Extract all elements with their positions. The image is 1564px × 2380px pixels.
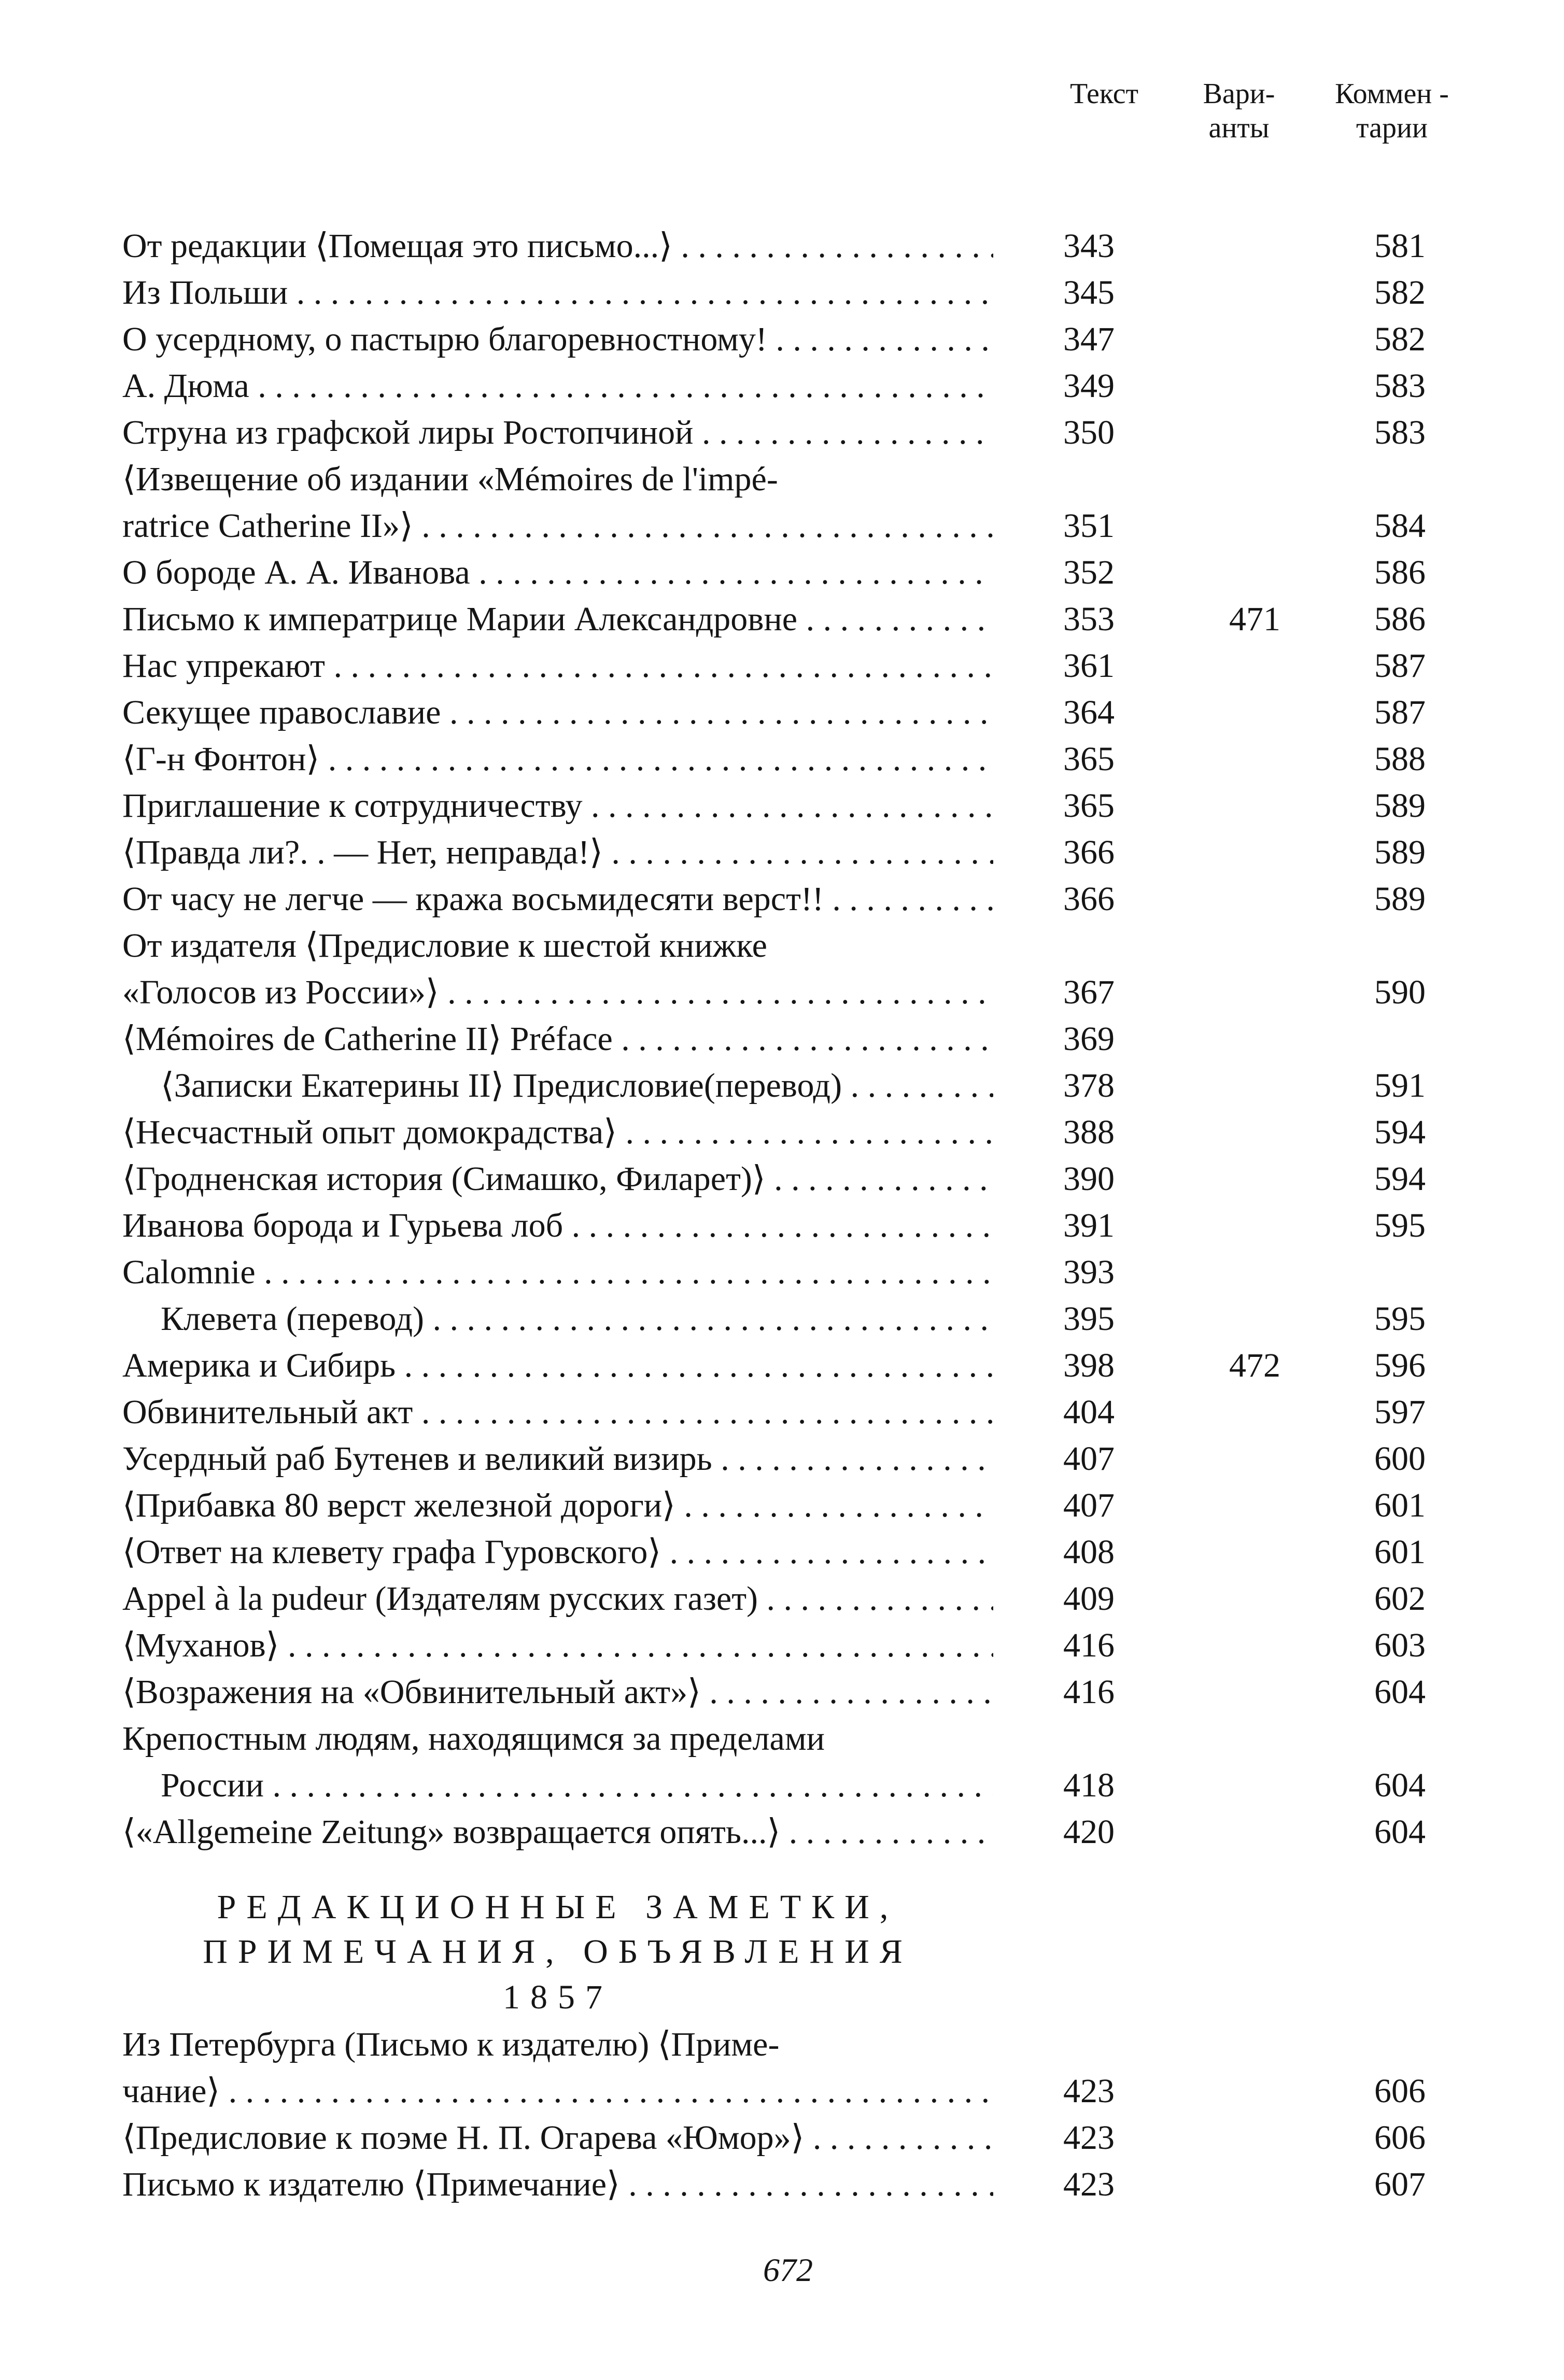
toc-entry bbox=[0, 1809, 1564, 1855]
toc-entry-comments-page: 596 bbox=[1374, 1347, 1426, 1384]
toc-entry bbox=[0, 1296, 1564, 1342]
toc-entry bbox=[0, 969, 1564, 1016]
column-header-variants-label: Вари- анты bbox=[1203, 78, 1275, 144]
toc-entry-title: Appel à la pudeur (Издателям русских газет) . . . bbox=[122, 1576, 993, 1622]
toc-entry bbox=[0, 923, 1564, 969]
toc-entry-text-page: 416 bbox=[1063, 1626, 1115, 1664]
toc-entry-text-page: 353 bbox=[1063, 600, 1115, 638]
toc-entry-text-page: 366 bbox=[1063, 833, 1115, 871]
toc-entry-text-page: 365 bbox=[1063, 787, 1115, 825]
toc-entry-title: ⟨Прибавка 80 верст железной дороги⟩ . . . bbox=[122, 1482, 993, 1529]
toc-entry bbox=[0, 316, 1564, 363]
toc-entry-comments-page: 594 bbox=[1374, 1113, 1426, 1151]
column-header-text bbox=[1042, 77, 1166, 111]
toc-entry-title: Приглашение к сотрудничеству . . . bbox=[122, 783, 993, 829]
toc-entry bbox=[0, 1436, 1564, 1482]
toc-entry bbox=[0, 1109, 1564, 1156]
column-header-text-label: Текст bbox=[1069, 78, 1139, 110]
toc-entry-text-page: 423 bbox=[1063, 2119, 1115, 2157]
toc-entry-text-page: 343 bbox=[1063, 227, 1115, 265]
toc-entry bbox=[0, 736, 1564, 783]
toc-entry-title: О усердному, о пастырю благоревностному! . . . bbox=[122, 316, 993, 363]
toc-entry-text-page: 395 bbox=[1063, 1300, 1115, 1338]
toc-entry bbox=[0, 783, 1564, 829]
toc-entry-title: От издателя ⟨Предисловие к шестой книжке bbox=[122, 927, 767, 965]
toc-entry-comments-page: 583 bbox=[1374, 414, 1426, 451]
toc-entry bbox=[0, 876, 1564, 923]
page-number: 672 bbox=[763, 2251, 813, 2288]
toc-entry bbox=[0, 643, 1564, 689]
toc-entry bbox=[0, 596, 1564, 643]
toc-entry bbox=[0, 1062, 1564, 1109]
toc-entry-comments-page: 586 bbox=[1374, 600, 1426, 638]
toc-entry-text-page: 361 bbox=[1063, 647, 1115, 685]
toc-entry-title: Из Польши . . . bbox=[122, 270, 993, 316]
toc-entry-title: Calomnie . . . bbox=[122, 1249, 993, 1296]
toc-entry bbox=[0, 1716, 1564, 1762]
toc-entry-text-page: 388 bbox=[1063, 1113, 1115, 1151]
toc-entry-title: Обвинительный акт . . . bbox=[122, 1389, 993, 1436]
toc-entry-text-page: 378 bbox=[1063, 1067, 1115, 1104]
toc-entry-text-page: 366 bbox=[1063, 880, 1115, 918]
toc-entry-text-page: 420 bbox=[1063, 1813, 1115, 1851]
toc-entry bbox=[0, 1529, 1564, 1576]
toc-entry-comments-page: 582 bbox=[1374, 320, 1426, 358]
toc-entry bbox=[0, 456, 1564, 503]
toc-entry-title: России . . . bbox=[161, 1762, 993, 1809]
toc-entry bbox=[0, 1669, 1564, 1716]
toc-entry-comments-page: 589 bbox=[1374, 787, 1426, 825]
toc-entry-text-page: 418 bbox=[1063, 1766, 1115, 1804]
toc-entry-comments-page: 606 bbox=[1374, 2072, 1426, 2110]
toc-entry-title: Клевета (перевод) . . . bbox=[161, 1296, 993, 1342]
toc-entry-text-page: 407 bbox=[1063, 1440, 1115, 1478]
toc-entry bbox=[0, 363, 1564, 409]
toc-entry-comments-page: 601 bbox=[1374, 1486, 1426, 1524]
toc-entry bbox=[0, 1016, 1564, 1062]
toc-entry-title: Письмо к императрице Марии Александровне . . . bbox=[122, 596, 993, 643]
toc-entry-title: Усердный раб Бутенев и великий визирь . . . bbox=[122, 1436, 993, 1482]
toc-entry-text-page: 391 bbox=[1063, 1207, 1115, 1244]
toc-entry-comments-page: 587 bbox=[1374, 693, 1426, 731]
toc-entry-title: ⟨Записки Екатерины II⟩ Предисловие(перевод) . . . bbox=[161, 1062, 993, 1109]
toc-entry bbox=[0, 1576, 1564, 1622]
toc-entry-title: А. Дюма . . . bbox=[122, 363, 993, 409]
toc-entry-comments-page: 607 bbox=[1374, 2165, 1426, 2203]
toc-entry-text-page: 369 bbox=[1063, 1020, 1115, 1058]
toc-entry-text-page: 351 bbox=[1063, 507, 1115, 545]
toc-entry bbox=[0, 2115, 1564, 2161]
toc-entry-text-page: 347 bbox=[1063, 320, 1115, 358]
toc-entry-text-page: 390 bbox=[1063, 1160, 1115, 1198]
toc-entry bbox=[0, 2021, 1564, 2068]
toc-entry bbox=[0, 1482, 1564, 1529]
column-header-comments bbox=[1306, 77, 1477, 145]
toc-entry-text-page: 423 bbox=[1063, 2072, 1115, 2110]
toc-entry-title: Нас упрекают . . . bbox=[122, 643, 993, 689]
toc-entry bbox=[0, 829, 1564, 876]
toc-entry-title: От редакции ⟨Помещая это письмо...⟩ . . . bbox=[122, 223, 993, 270]
toc-entry-title: Секущее православие . . . bbox=[122, 689, 993, 736]
toc-entry-title: ⟨Mémoires de Catherine II⟩ Préface . . . bbox=[122, 1016, 993, 1062]
toc-entry-title: ⟨Возражения на «Обвинительный акт»⟩ . . . bbox=[122, 1669, 993, 1716]
column-header-variants bbox=[1182, 77, 1296, 145]
toc-entry-comments-page: 583 bbox=[1374, 367, 1426, 405]
toc-entry-comments-page: 586 bbox=[1374, 554, 1426, 591]
toc-entry-comments-page: 606 bbox=[1374, 2119, 1426, 2157]
toc-entry bbox=[0, 1342, 1564, 1389]
toc-entry-variants-page: 472 bbox=[1229, 1347, 1280, 1384]
toc-entry-comments-page: 589 bbox=[1374, 880, 1426, 918]
toc-entry-comments-page: 603 bbox=[1374, 1626, 1426, 1664]
toc-entry-title: ⟨«Allgemeine Zeitung» возвращается опять...⟩ . . . bbox=[122, 1809, 993, 1855]
toc-entry-title: О бороде А. А. Иванова . . . bbox=[122, 549, 993, 596]
toc-entry-comments-page: 590 bbox=[1374, 973, 1426, 1011]
toc-entry-comments-page: 588 bbox=[1374, 740, 1426, 778]
toc-entry-comments-page: 595 bbox=[1374, 1207, 1426, 1244]
toc-entry bbox=[0, 1762, 1564, 1809]
toc-entry-text-page: 350 bbox=[1063, 414, 1115, 451]
toc-entry-title: Письмо к издателю ⟨Примечание⟩ . . . bbox=[122, 2161, 993, 2208]
toc-entry-comments-page: 595 bbox=[1374, 1300, 1426, 1338]
toc-entry bbox=[0, 1622, 1564, 1669]
toc-entry-title: ⟨Предисловие к поэме Н. П. Огарева «Юмор»⟩ . . . bbox=[122, 2115, 993, 2161]
toc-entry-title: ⟨Ответ на клевету графа Гуровского⟩ . . . bbox=[122, 1529, 993, 1576]
section-heading-line-2: ПРИМЕЧАНИЯ, ОБЪЯВЛЕНИЯ bbox=[203, 1933, 913, 1971]
toc-entry-title: ⟨Несчастный опыт домокрадства⟩ . . . bbox=[122, 1109, 993, 1156]
toc-entry-title: ⟨Г-н Фонтон⟩ . . . bbox=[122, 736, 993, 783]
toc-entry-comments-page: 581 bbox=[1374, 227, 1426, 265]
toc-entry bbox=[0, 549, 1564, 596]
toc-entry-title: ⟨Гродненская история (Симашко, Филарет)⟩ . . . bbox=[122, 1156, 993, 1202]
toc-entry-text-page: 365 bbox=[1063, 740, 1115, 778]
toc-entry-comments-page: 582 bbox=[1374, 274, 1426, 311]
toc-entry-comments-page: 604 bbox=[1374, 1673, 1426, 1711]
toc-entry-comments-page: 600 bbox=[1374, 1440, 1426, 1478]
toc-entry bbox=[0, 270, 1564, 316]
toc-entry-text-page: 423 bbox=[1063, 2165, 1115, 2203]
toc-entry bbox=[0, 503, 1564, 549]
toc-entry-title: От часу не легче — кража восьмидесяти верст!! . . . bbox=[122, 876, 993, 923]
toc-entry-text-page: 404 bbox=[1063, 1393, 1115, 1431]
section-heading-line-1: РЕДАКЦИОННЫЕ ЗАМЕТКИ, bbox=[217, 1888, 899, 1926]
toc-entry-text-page: 352 bbox=[1063, 554, 1115, 591]
toc-entry bbox=[0, 689, 1564, 736]
toc-entry-comments-page: 584 bbox=[1374, 507, 1426, 545]
toc-entry bbox=[0, 1249, 1564, 1296]
toc-entry-comments-page: 587 bbox=[1374, 647, 1426, 685]
toc-entry-title: ⟨Муханов⟩ . . . bbox=[122, 1622, 993, 1669]
toc-entry-comments-page: 604 bbox=[1374, 1766, 1426, 1804]
toc-entry-text-page: 408 bbox=[1063, 1533, 1115, 1571]
toc-entry-comments-page: 597 bbox=[1374, 1393, 1426, 1431]
toc-entry bbox=[0, 223, 1564, 270]
toc-entry-title: ⟨Правда ли?. . — Нет, неправда!⟩ . . . bbox=[122, 829, 993, 876]
toc-entry-text-page: 345 bbox=[1063, 274, 1115, 311]
toc-entry-text-page: 367 bbox=[1063, 973, 1115, 1011]
toc-entry-comments-page: 602 bbox=[1374, 1580, 1426, 1618]
toc-entry-text-page: 393 bbox=[1063, 1253, 1115, 1291]
toc-entry-comments-page: 591 bbox=[1374, 1067, 1426, 1104]
toc-entry-text-page: 409 bbox=[1063, 1580, 1115, 1618]
toc-entry-title: Америка и Сибирь . . . bbox=[122, 1342, 993, 1389]
toc-entry-text-page: 416 bbox=[1063, 1673, 1115, 1711]
toc-entry-title: Иванова борода и Гурьева лоб . . . bbox=[122, 1202, 993, 1249]
column-header-comments-label: Коммен - тарии bbox=[1335, 78, 1449, 144]
toc-entry-title: ⟨Извещение об издании «Mémoires de l'impé- bbox=[122, 460, 778, 498]
toc-entry-title: «Голосов из России»⟩ . . . bbox=[122, 969, 993, 1016]
toc-entry-title: Крепостным людям, находящимся за пределами bbox=[122, 1720, 825, 1758]
toc-entry bbox=[0, 1389, 1564, 1436]
toc-entry-text-page: 398 bbox=[1063, 1347, 1115, 1384]
toc-entry-comments-page: 594 bbox=[1374, 1160, 1426, 1198]
toc-entry-text-page: 407 bbox=[1063, 1486, 1115, 1524]
toc-entry bbox=[0, 409, 1564, 456]
toc-entry-comments-page: 589 bbox=[1374, 833, 1426, 871]
toc-entry-text-page: 364 bbox=[1063, 693, 1115, 731]
toc-entry bbox=[0, 1156, 1564, 1202]
toc-entry bbox=[0, 1202, 1564, 1249]
toc-entry-variants-page: 471 bbox=[1229, 600, 1280, 638]
section-year: 1857 bbox=[503, 1978, 613, 2016]
toc-entry bbox=[0, 2161, 1564, 2208]
toc-entry-title: Из Петербурга (Письмо к издателю) ⟨Приме- bbox=[122, 2025, 780, 2063]
toc-entry-title: чание⟩ . . . bbox=[122, 2068, 993, 2115]
toc-entry-title: Струна из графской лиры Ростопчиной . . . bbox=[122, 409, 993, 456]
toc-entry-comments-page: 601 bbox=[1374, 1533, 1426, 1571]
toc-entry bbox=[0, 2068, 1564, 2115]
toc-entry-comments-page: 604 bbox=[1374, 1813, 1426, 1851]
toc-entry-title: ratrice Catherine II»⟩ . . . bbox=[122, 503, 993, 549]
toc-entry-text-page: 349 bbox=[1063, 367, 1115, 405]
